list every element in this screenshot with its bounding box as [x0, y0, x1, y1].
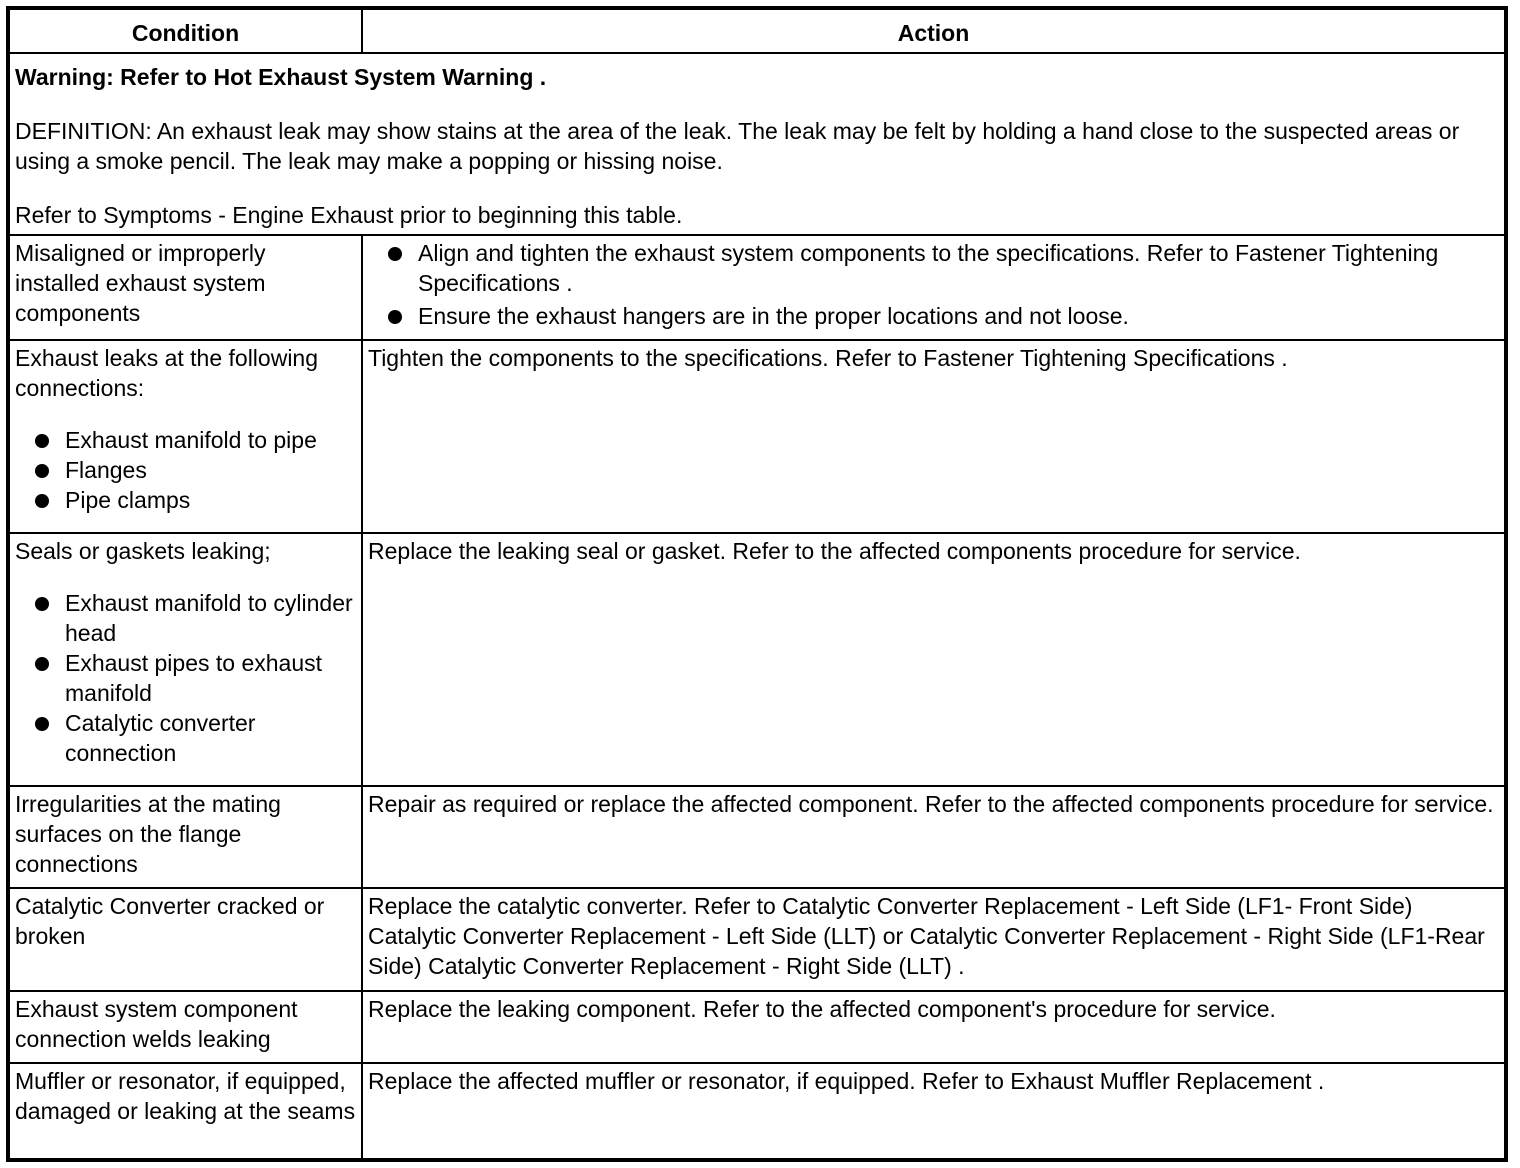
table-row	[8, 888, 1506, 991]
condition-cell: Misaligned or improperly installed exhaust system components	[8, 235, 362, 340]
condition-cell: Catalytic Converter cracked or broken	[8, 888, 362, 991]
condition-list-item: Catalytic converter connection	[15, 708, 356, 768]
table-row	[8, 991, 1506, 1063]
table-row	[8, 235, 1506, 340]
condition-text: Seals or gaskets leaking;	[15, 538, 271, 564]
table-row	[8, 1063, 1506, 1160]
action-cell: Replace the leaking component. Refer to the affected component's procedure for service.	[362, 991, 1506, 1063]
condition-text: Exhaust leaks at the following connections:	[15, 345, 319, 401]
refer-text: Refer to Symptoms - Engine Exhaust prior to beginning this table.	[15, 202, 683, 228]
table-row	[8, 340, 1506, 533]
action-list-item: Align and tighten the exhaust system components to the specifications. Refer to Fastener Tightening Specifications .	[368, 238, 1499, 298]
condition-list-item: Exhaust manifold to pipe	[15, 425, 356, 455]
table-row	[8, 533, 1506, 786]
warning-text: Warning: Refer to Hot Exhaust System Warning .	[15, 64, 547, 90]
action-cell: Replace the affected muffler or resonator, if equipped. Refer to Exhaust Muffler Replacement .	[362, 1063, 1506, 1160]
action-header: Action	[362, 8, 1506, 53]
action-cell	[362, 235, 1506, 340]
table-row	[8, 786, 1506, 888]
action-cell: Tighten the components to the specifications. Refer to Fastener Tightening Specifications .	[362, 340, 1506, 533]
action-list	[368, 238, 1499, 331]
notice-cell	[8, 53, 1506, 235]
condition-cell	[8, 533, 362, 786]
condition-list-item: Exhaust pipes to exhaust manifold	[15, 648, 356, 708]
action-cell: Replace the catalytic converter. Refer to Catalytic Converter Replacement - Left Side (LF1- Front Side) Catalytic Converter Replacement - Left Side (LLT) or Catalytic Converter Replacement - Right Side (LF1-Rear Side) Catalytic Converter Replacement - Right Side (LLT) .	[362, 888, 1506, 991]
condition-cell: Muffler or resonator, if equipped, damaged or leaking at the seams	[8, 1063, 362, 1160]
condition-list-item: Flanges	[15, 455, 356, 485]
condition-list-item: Exhaust manifold to cylinder head	[15, 588, 356, 648]
condition-list	[15, 425, 356, 515]
definition-text: DEFINITION: An exhaust leak may show stains at the area of the leak. The leak may be felt by holding a hand close to the suspected areas or using a smoke pencil. The leak may make a popping or hissing noise.	[15, 118, 1460, 174]
header-row	[8, 8, 1506, 53]
condition-header: Condition	[8, 8, 362, 53]
notice-row	[8, 53, 1506, 235]
condition-list-item: Pipe clamps	[15, 485, 356, 515]
condition-cell	[8, 340, 362, 533]
action-cell: Repair as required or replace the affected component. Refer to the affected components procedure for service.	[362, 786, 1506, 888]
diagnostic-table	[6, 6, 1508, 1162]
condition-list	[15, 588, 356, 768]
action-cell: Replace the leaking seal or gasket. Refer to the affected components procedure for service.	[362, 533, 1506, 786]
condition-cell: Irregularities at the mating surfaces on the flange connections	[8, 786, 362, 888]
action-list-item: Ensure the exhaust hangers are in the proper locations and not loose.	[368, 301, 1499, 331]
condition-cell: Exhaust system component connection welds leaking	[8, 991, 362, 1063]
